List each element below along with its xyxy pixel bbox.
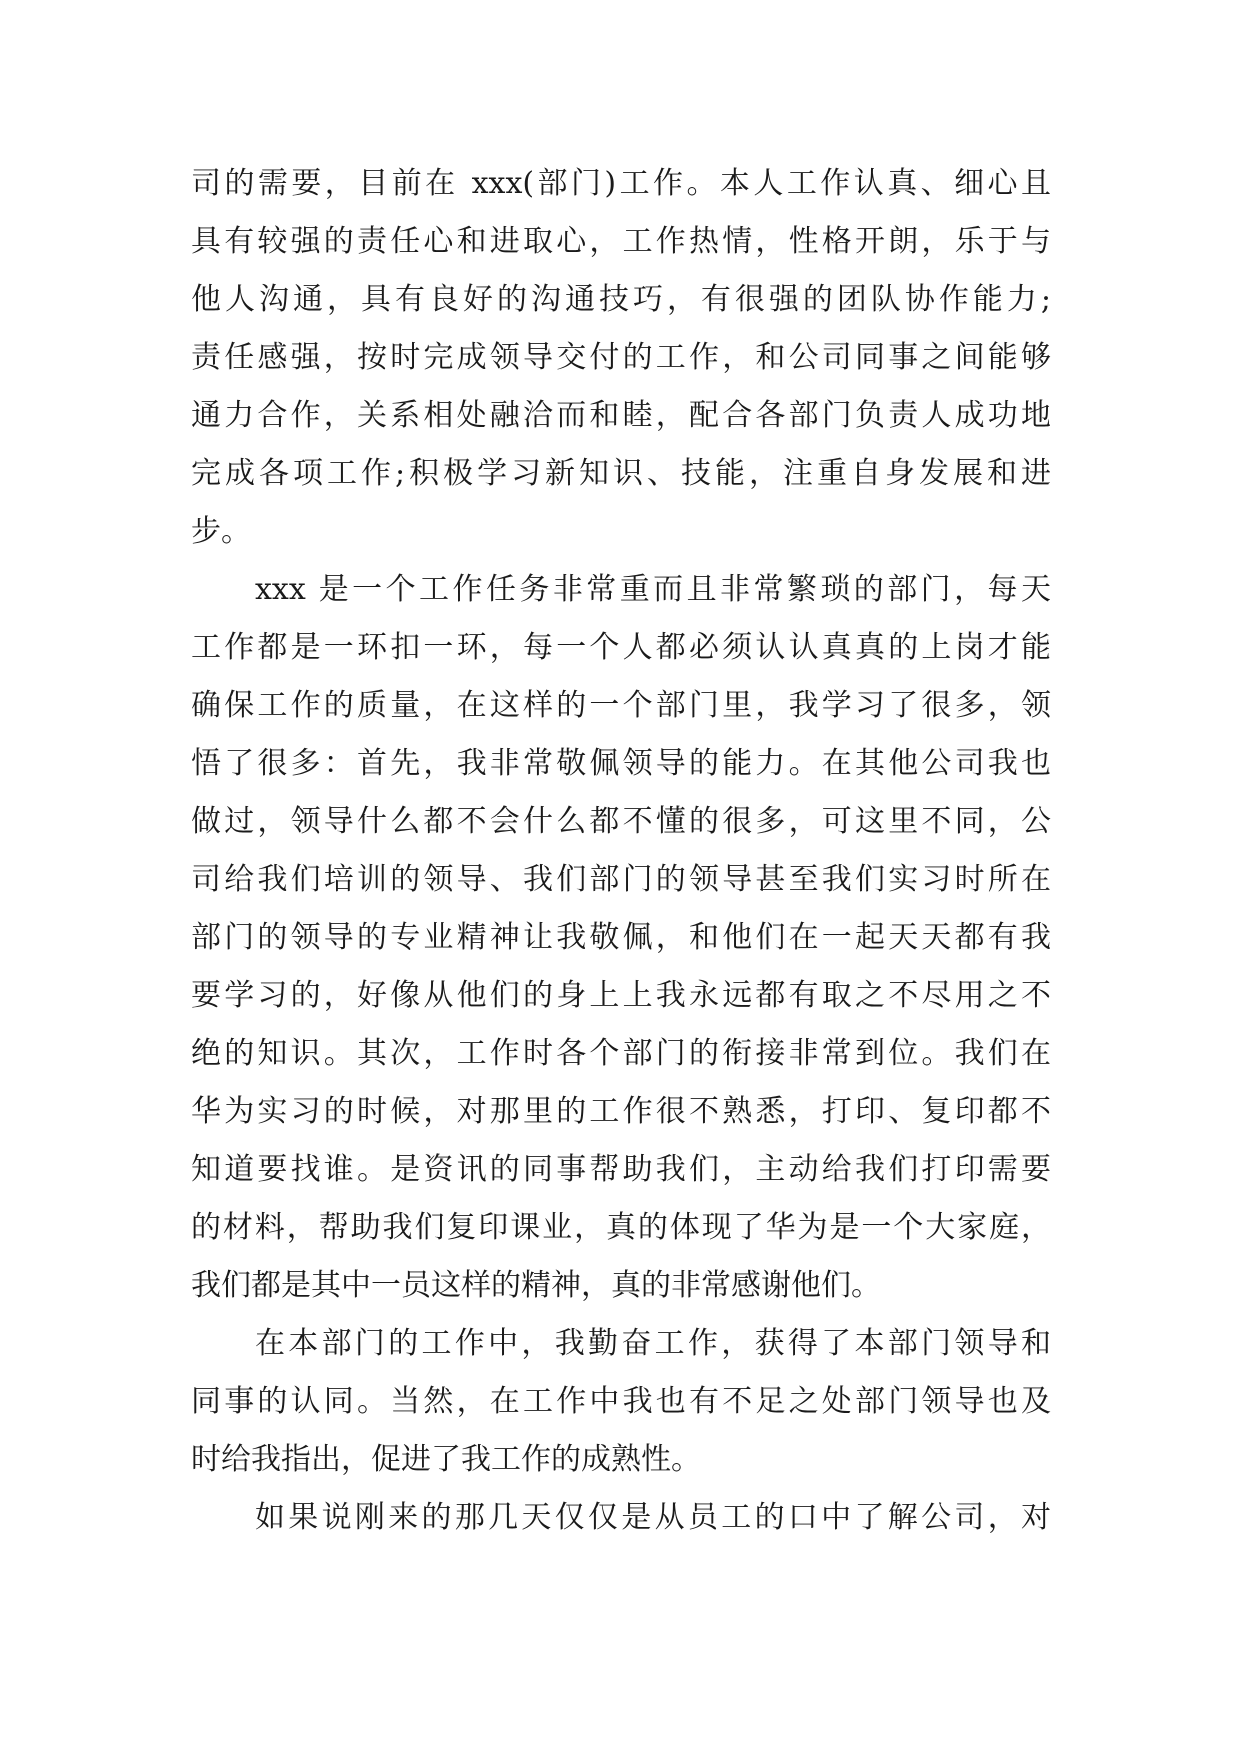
text-line: 完成各项工作;积极学习新知识、技能，注重自身发展和进	[191, 456, 1051, 491]
text-line: 同事的认同。当然，在工作中我也有不足之处部门领导也及	[191, 1384, 1051, 1419]
text-line: 司给我们培训的领导、我们部门的领导甚至我们实习时所在	[191, 862, 1051, 897]
text-line: 绝的知识。其次，工作时各个部门的衔接非常到位。我们在	[191, 1036, 1051, 1071]
paragraph	[191, 155, 1051, 561]
text-line: 责任感强，按时完成领导交付的工作，和公司同事之间能够	[191, 340, 1051, 375]
text-line: 步。	[191, 514, 251, 549]
text-line: 的材料，帮助我们复印课业，真的体现了华为是一个大家庭，	[191, 1210, 1051, 1245]
document-body	[191, 155, 1051, 1547]
text-line: 时给我指出，促进了我工作的成熟性。	[191, 1442, 701, 1477]
text-line: 要学习的，好像从他们的身上上我永远都有取之不尽用之不	[191, 978, 1051, 1013]
text-line: 具有较强的责任心和进取心，工作热情，性格开朗，乐于与	[191, 224, 1051, 259]
paragraph	[191, 1489, 1051, 1547]
text-line: 做过，领导什么都不会什么都不懂的很多，可这里不同，公	[191, 804, 1051, 839]
text-line: 通力合作，关系相处融洽而和睦，配合各部门负责人成功地	[191, 398, 1051, 433]
text-line: 我们都是其中一员这样的精神，真的非常感谢他们。	[191, 1268, 881, 1303]
text-line: 知道要找谁。是资讯的同事帮助我们，主动给我们打印需要	[191, 1152, 1051, 1187]
text-line: 如果说刚来的那几天仅仅是从员工的口中了解公司，对	[255, 1500, 1051, 1535]
paragraph	[191, 1315, 1051, 1489]
text-line: xxx 是一个工作任务非常重而且非常繁琐的部门，每天	[255, 572, 1051, 607]
text-line: 在本部门的工作中，我勤奋工作，获得了本部门领导和	[255, 1326, 1051, 1361]
paragraph	[191, 561, 1051, 1315]
text-line: 工作都是一环扣一环，每一个人都必须认认真真的上岗才能	[191, 630, 1051, 665]
text-line: 确保工作的质量，在这样的一个部门里，我学习了很多，领	[191, 688, 1051, 723]
text-line: 司的需要，目前在 xxx(部门)工作。本人工作认真、细心且	[191, 166, 1051, 201]
text-line: 悟了很多：首先，我非常敬佩领导的能力。在其他公司我也	[191, 746, 1051, 781]
text-line: 华为实习的时候，对那里的工作很不熟悉，打印、复印都不	[191, 1094, 1051, 1129]
text-line: 他人沟通，具有良好的沟通技巧，有很强的团队协作能力;	[191, 282, 1051, 317]
text-line: 部门的领导的专业精神让我敬佩，和他们在一起天天都有我	[191, 920, 1051, 955]
